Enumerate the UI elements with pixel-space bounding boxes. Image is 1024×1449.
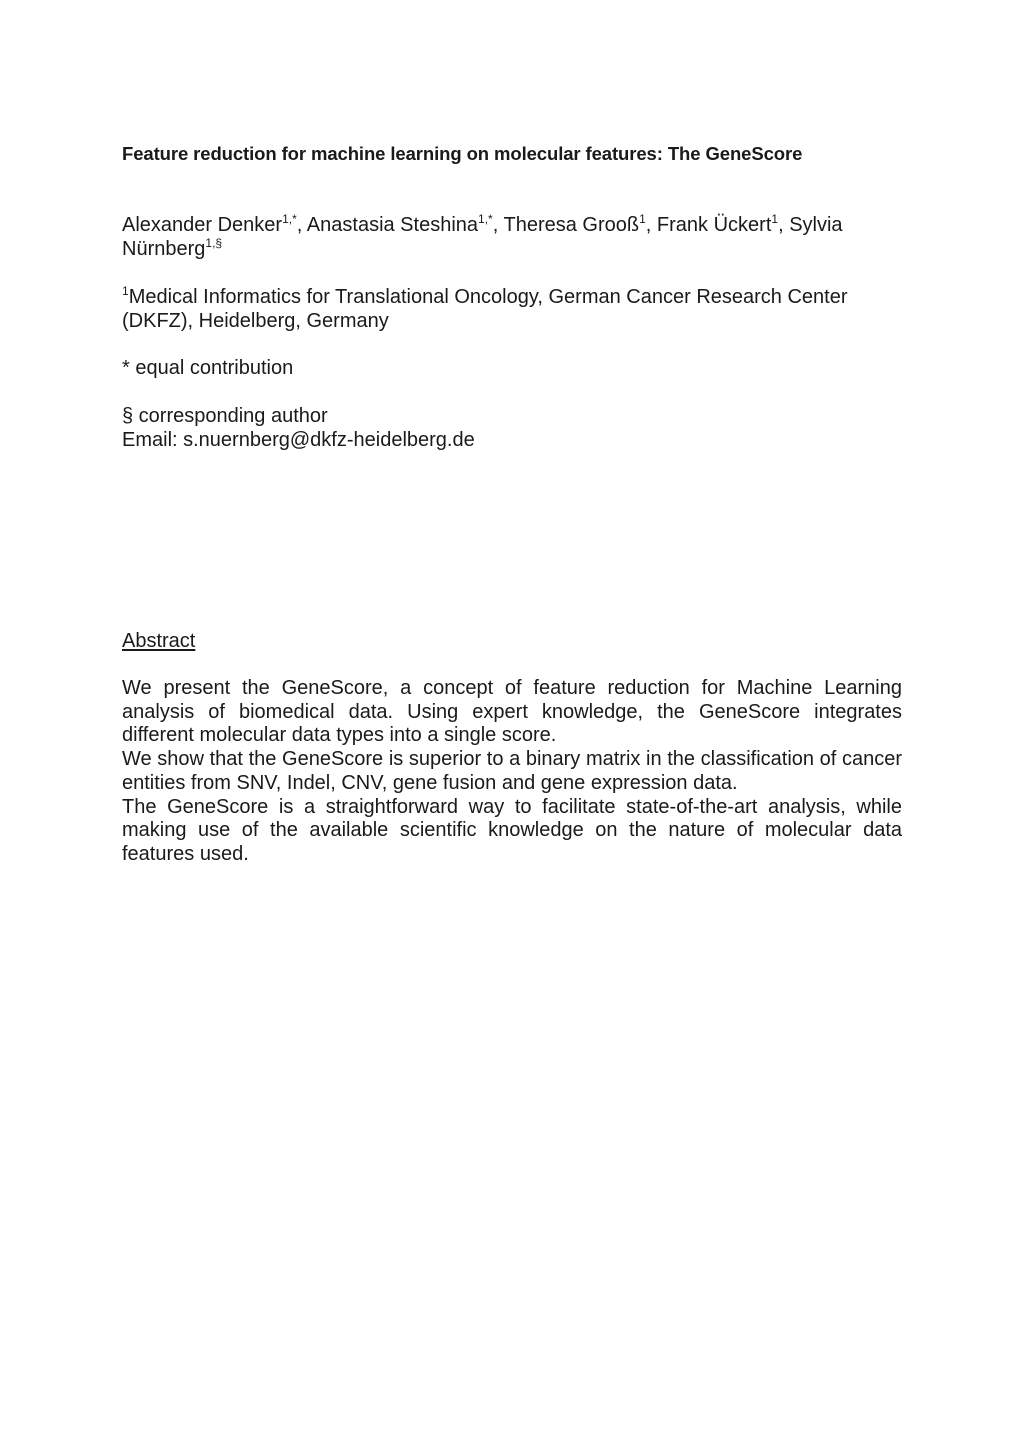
author-affiliation-marker: 1,* [478,212,493,226]
corresponding-author-block [122,404,902,452]
abstract-heading: Abstract [122,630,196,652]
abstract-paragraph: We present the GeneScore, a concept of feature reduction for Machine Learning analysis of biomedical data. Using expert knowledge, the GeneScore integrates different molecular data types into a single score. [122,677,902,747]
author-separator: , [778,214,790,236]
affiliation-marker: 1 [122,284,129,298]
affiliation [122,285,902,333]
author-affiliation-marker: 1,§ [205,236,223,250]
abstract-paragraph: The GeneScore is a straightforward way to facilitate state-of-the-art analysis, while making use of the available scientific knowledge on the nature of molecular data features used. [122,795,902,865]
author-list [122,213,902,261]
paper-title: Feature reduction for machine learning on molecular features: The GeneScore [122,143,803,164]
author-affiliation-marker: 1 [771,212,779,226]
author-name: Sylvia Nürnberg [122,214,843,260]
author-separator: , [296,214,307,236]
author-separator: , [645,214,657,236]
author-affiliation-marker: 1,* [282,212,297,226]
author-separator: , [492,214,504,236]
corresponding-author-label: § corresponding author [122,405,328,427]
corresponding-author-email: Email: s.nuernberg@dkfz-heidelberg.de [122,429,475,451]
author-name: Frank Ückert [656,214,772,236]
author-affiliation-marker: 1 [639,212,646,226]
equal-contribution-note: * equal contribution [122,357,294,379]
author-name: Theresa Grooß [503,214,640,236]
affiliation-text: Medical Informatics for Translational Oncology, German Cancer Research Center (DKFZ), Heidelberg, Germany [122,286,848,332]
abstract-paragraph: We show that the GeneScore is superior to a binary matrix in the classification of cancer entities from SNV, Indel, CNV, gene fusion and gene expression data. [122,748,902,794]
author-name: Alexander Denker [122,214,283,236]
abstract-body [122,677,902,867]
author-name: Anastasia Steshina [306,214,479,236]
